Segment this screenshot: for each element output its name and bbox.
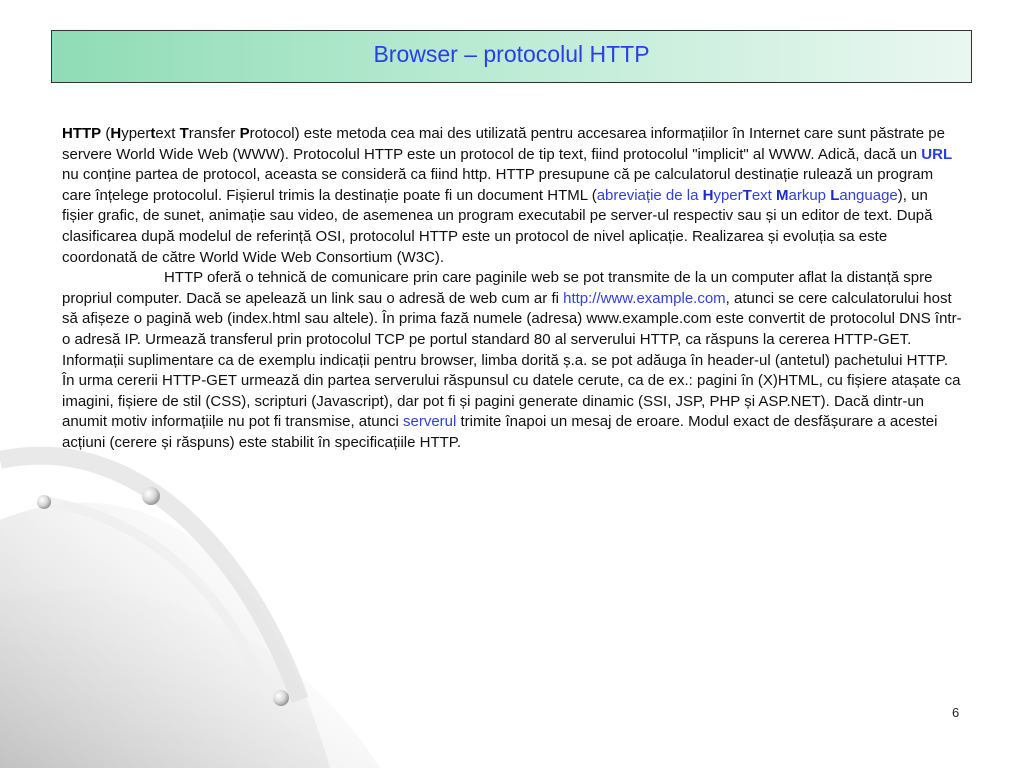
serverul-link[interactable]: serverul [402,413,457,431]
title-banner [51,30,972,83]
paragraph-http-definition: HTTP (Hypertext Transfer Protocol) este metoda cea mai des utilizată pentru accesarea informațiilor în Internet care sunt păstrate pe servere World Wide Web (WWW). Protocolul HTTP este un protocol de tip text, fiind protocolul "implicit" al WWW. Adică, dacă un URL nu conține partea de protocol, aceasta se consideră ca fiind http. HTTP presupune că pe calculatorul destinație rulează un program care înțelege protocolul. Fișierul trimis la destinație poate fi un document HTML (abreviație de la HyperText Markup Language), un fișier grafic, de sunet, animație sau video, de asemenea un program executabil pe server-ul respectiv sau și un editor de text. După clasificarea după modelul de referință OSI, protocolul HTTP este un protocol de nivel aplicație. Realizarea și evoluția sa este coordonată de către World Wide Web Consortium (W3C). [62,125,953,266]
pearl-decoration [142,487,160,505]
pearl-decoration [273,690,289,706]
example-url-link[interactable]: http://www.example.com [563,289,726,307]
paragraph-http-communication: HTTP oferă o tehnică de comunicare prin care paginile web se pot transmite de la un computer aflat la distanță spre propriul computer. Dacă se apelează un link sau o adresă de web cum ar fi http://www.example.com, atunci se cere calculatorului host să afișeze o pagină web (index.html sau altele). În prima fază numele (adresa) www.example.com este convertit de protocolul DNS într-o adresă IP. Urmează transferul prin protocolul TCP pe portul standard 80 al serverului HTTP, ca răspuns la cererea HTTP-GET. Informații suplimentare ca de exemplu indicații pentru browser, limba dorită ș.a. se pot adăuga în header-ul (antetul) pachetului HTTP. În urma cererii HTTP-GET urmează din partea serverului răspunsul cu datele cerute, ca de ex.: pagini în (X)HTML, cu fișiere atașate ca imagini, fișiere de stil (CSS), scripturi (Javascript), dar pot fi și pagini generate dinamic (SSI, JSP, PHP și ASP.NET). Dacă dintr-un anumit motiv informațiile nu pot fi transmise, atunci serverul trimite înapoi un mesaj de eroare. Modul exact de desfășurare a acestei acțiuni (cerere și răspuns) este stabilit în specificațiile HTTP. [62,269,962,451]
pearl-decoration [37,495,51,509]
page-number: 6 [952,705,960,720]
html-abbreviation-link[interactable]: abreviație de la HyperText Markup Language [596,186,898,204]
term-http: HTTP [62,125,102,142]
slide-body [62,124,962,454]
url-link[interactable]: URL [921,145,953,163]
slide-title: Browser – protocolul HTTP [373,41,650,67]
